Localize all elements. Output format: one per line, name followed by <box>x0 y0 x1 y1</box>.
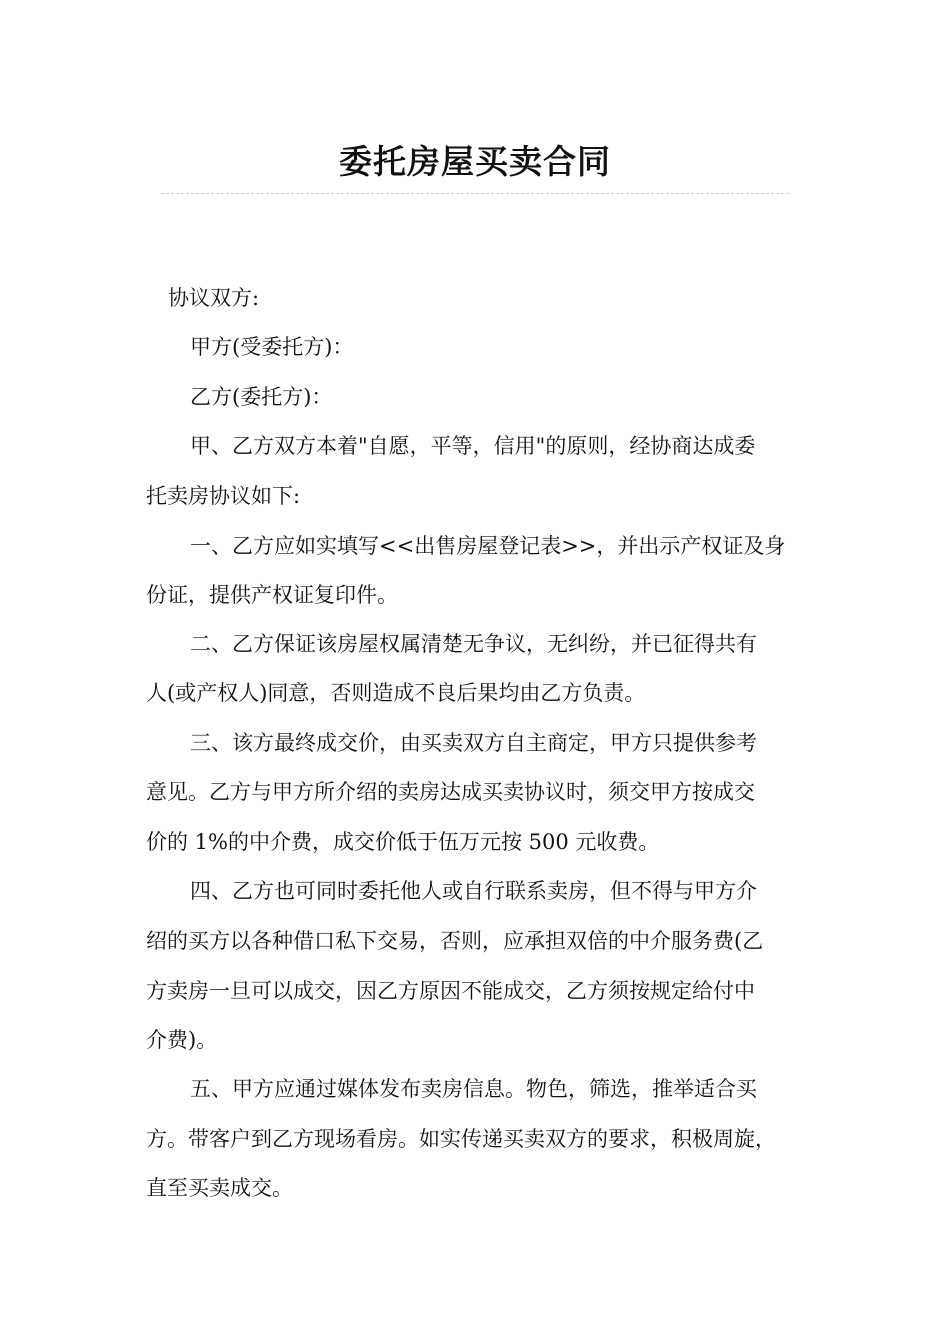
clause-3-line-2: 意见。乙方与甲方所介绍的卖房达成买卖协议时，须交甲方按成交 <box>146 780 755 804</box>
preamble-line-2: 托卖房协议如下: <box>146 484 301 508</box>
party-a-line: 甲方(受委托方)： <box>190 335 354 359</box>
clause-1-line-1: 一、乙方应如实填写<<出售房屋登记表>>，并出示产权证及身 <box>190 534 786 558</box>
clause-5-line-3: 直至买卖成交。 <box>146 1176 293 1200</box>
preamble-line-1: 甲、乙方双方本着"自愿，平等，信用"的原则，经协商达成委 <box>190 434 756 458</box>
clause-2-line-1: 二、乙方保证该房屋权属清楚无争议，无纠纷，并已征得共有 <box>190 632 757 656</box>
clause-4-line-1: 四、乙方也可同时委托他人或自行联系卖房，但不得与甲方介 <box>190 879 757 903</box>
clause-2-line-2: 人(或产权人)同意，否则造成不良后果均由乙方负责。 <box>146 681 646 705</box>
clause-5-line-2: 方。带客户到乙方现场看房。如实传递买卖双方的要求，积极周旋， <box>146 1127 776 1151</box>
document-title: 委托房屋买卖合同 <box>339 142 611 181</box>
clause-3-line-1: 三、该方最终成交价，由买卖双方自主商定，甲方只提供参考 <box>190 731 757 755</box>
parties-heading: 协议双方: <box>168 286 260 310</box>
clause-4-line-3: 方卖房一旦可以成交，因乙方原因不能成交，乙方须按规定给付中 <box>146 979 755 1003</box>
party-b-line: 乙方(委托方)： <box>190 385 333 409</box>
title-divider <box>161 193 789 194</box>
clause-5-line-1: 五、甲方应通过媒体发布卖房信息。物色，筛选，推举适合买 <box>190 1077 757 1101</box>
clause-1-line-2: 份证，提供产权证复印件。 <box>146 583 398 607</box>
clause-4-line-2: 绍的买方以各种借口私下交易，否则，应承担双倍的中介服务费(乙 <box>146 929 764 953</box>
clause-4-line-4: 介费)。 <box>146 1028 218 1052</box>
clause-3-line-3: 价的 1%的中介费，成交价低于伍万元按 500 元收费。 <box>146 830 660 854</box>
